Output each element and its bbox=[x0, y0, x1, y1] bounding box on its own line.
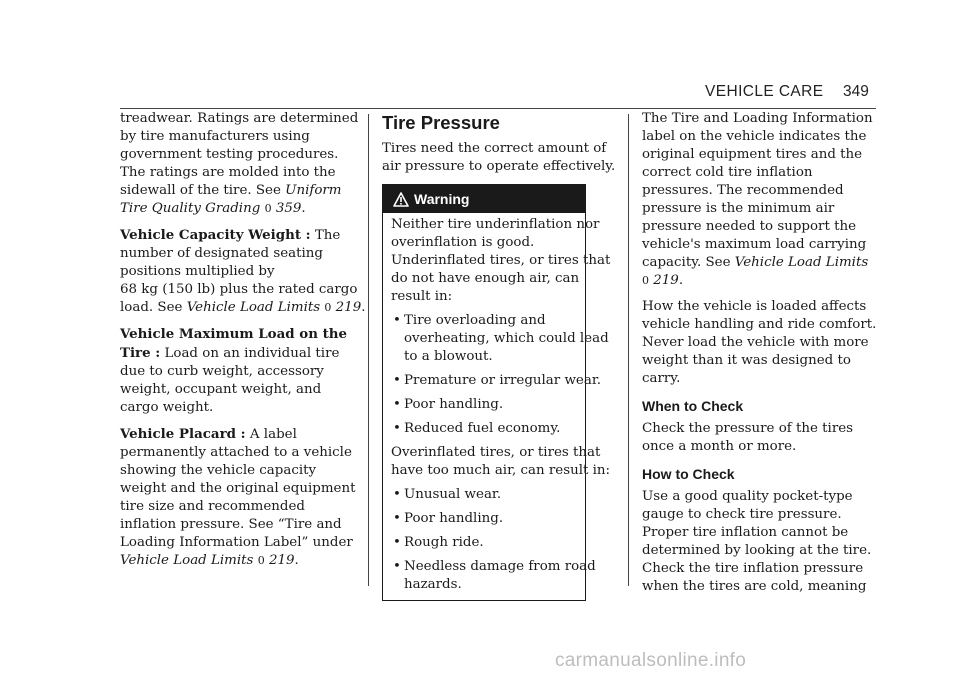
column-divider-2 bbox=[628, 114, 629, 586]
footer bbox=[0, 640, 960, 678]
column-divider-1 bbox=[368, 114, 369, 586]
column-left bbox=[120, 110, 366, 578]
page-number: 349 bbox=[843, 83, 869, 100]
xref-page[interactable]: 219 bbox=[335, 300, 362, 315]
xref-page[interactable]: 359 bbox=[275, 201, 302, 216]
term: Tire : bbox=[120, 345, 161, 361]
column-middle bbox=[382, 110, 616, 601]
page-ref-icon: 0 bbox=[324, 301, 332, 314]
section-heading: Tire Pressure bbox=[382, 112, 500, 133]
warning-title: Warning bbox=[414, 191, 470, 207]
list-item: • Rough ride. bbox=[391, 534, 577, 552]
xref-link[interactable]: Tire Quality Grading bbox=[120, 201, 261, 216]
warning-header bbox=[383, 185, 585, 213]
term: Vehicle Capacity Weight : bbox=[120, 227, 311, 243]
xref-link[interactable]: Vehicle Load Limits bbox=[734, 255, 869, 270]
xref-page[interactable]: 219 bbox=[268, 553, 295, 568]
list-item: • Poor handling. bbox=[391, 510, 577, 528]
paragraph-how: Use a good quality pocket-type gauge to check tire pressure. Proper tire inflation cannot be determined by looking at the tire. Check the tire inflation pressure when the tires are cold, meaning bbox=[642, 489, 872, 594]
warning-body: Neither tire underinflation nor overinflation is good. Underinflated tires, or tires that do not have enough air, can result in: • Tire overloading and overheating, which could lead to a blowout. • Premature or irregular wear. • Poor handling. • Reduced fuel economy. Overinflated tires, or tires that have too much air, can result in: • Unusual wear. • Poor handling. • Rough ride. • Needless damage from road hazards. bbox=[383, 213, 585, 600]
definition-vehicle-placard: Vehicle Placard : A label permanently attached to a vehicle showing the vehicle capacity weight and the original equipment tire size and recommended inflation pressure. See “Tire and Loading Information Label” under Vehicle Load Limits 0 219. bbox=[120, 426, 356, 568]
list-item: • Needless damage from road hazards. bbox=[391, 558, 577, 594]
xref-link[interactable]: Vehicle Load Limits bbox=[186, 300, 321, 315]
xref-link[interactable]: Vehicle Load Limits bbox=[120, 553, 254, 568]
definition-capacity-weight: Vehicle Capacity Weight : The number of designated seating positions multiplied by 68 kg (150 lb) plus the rated cargo load. See Vehicle Load Limits 0 219. bbox=[120, 227, 366, 315]
warning-box bbox=[382, 184, 611, 601]
list-item: • Poor handling. bbox=[391, 396, 577, 414]
warning-triangle-icon bbox=[393, 192, 409, 207]
definition-max-load: Vehicle Maximum Load on the Tire : Load on an individual tire due to curb weight, accessory weight, occupant weight, and cargo weight. bbox=[120, 326, 348, 415]
column-right bbox=[642, 110, 882, 604]
page-ref-icon: 0 bbox=[264, 202, 272, 215]
term: Vehicle Maximum Load on the bbox=[120, 326, 348, 342]
list-item: • Tire overloading and overheating, which could lead to a blowout. bbox=[391, 312, 577, 366]
list-item: • Unusual wear. bbox=[391, 486, 577, 504]
paragraph-when: Check the pressure of the tires once a month or more. bbox=[642, 421, 854, 454]
page-ref-icon: 0 bbox=[257, 554, 265, 567]
term: Vehicle Placard : bbox=[120, 426, 246, 442]
subheading-how-to-check: How to Check bbox=[642, 466, 735, 482]
xref-link[interactable]: Uniform bbox=[285, 183, 342, 198]
header-rule bbox=[120, 108, 876, 109]
paragraph-treadwear: treadwear. Ratings are determined by tire manufacturers using government testing procedures. The ratings are molded into the sidewall of the tire. See Uniform Tire Quality Grading 0 359. bbox=[120, 111, 359, 216]
paragraph-label-info: The Tire and Loading Information label on the vehicle indicates the original equipment tires and the correct cold tire inflation pressures. The recommended pressure is the minimum air pressure needed to support the vehicle's maximum load carrying capacity. See Vehicle Load Limits 0 219. bbox=[642, 111, 873, 288]
list-item: • Premature or irregular wear. bbox=[391, 372, 577, 390]
xref-page[interactable]: 219 bbox=[653, 273, 679, 288]
running-header-section: VEHICLE CARE bbox=[705, 83, 824, 100]
list-item: • Reduced fuel economy. bbox=[391, 420, 577, 438]
paragraph-intro: Tires need the correct amount of air pressure to operate effectively. bbox=[382, 141, 616, 174]
watermark: carmanualsonline.info bbox=[555, 650, 747, 671]
paragraph-loading: How the vehicle is loaded affects vehicle handling and ride comfort. Never load the vehicle with more weight than it was designed to carry. bbox=[642, 299, 877, 386]
subheading-when-to-check: When to Check bbox=[642, 398, 744, 414]
page-ref-icon: 0 bbox=[642, 274, 649, 287]
